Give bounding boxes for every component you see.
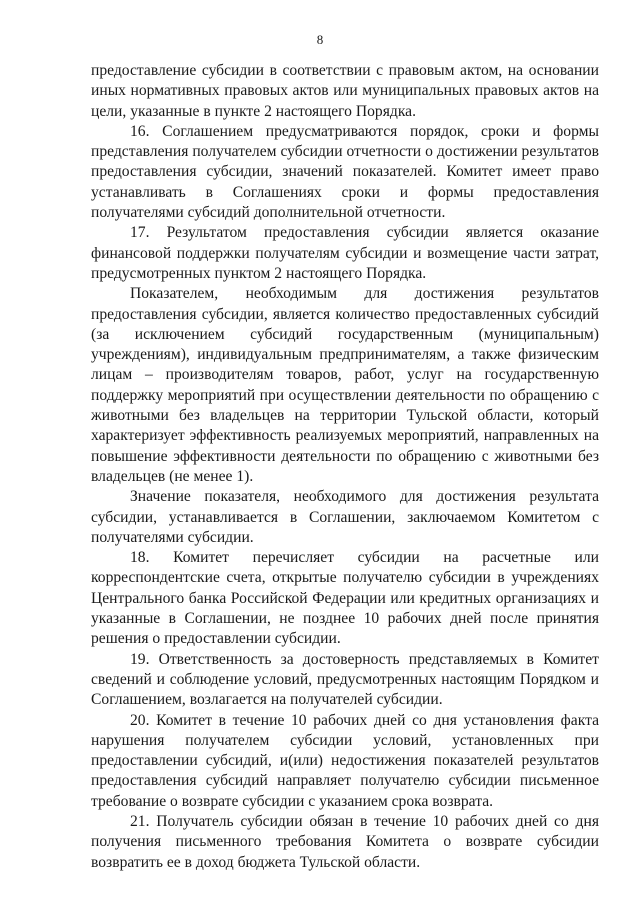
paragraph-indicator-value: Значение показателя, необходимого для достижения результата субсидии, устанавливается в Соглашении, заключаемом Комитетом с получателями субсидии. (91, 488, 599, 546)
paragraph-16: 16. Соглашением предусматриваются порядок, сроки и формы представления получателем субсидии отчетности о достижении результатов предоставления субсидии, значений показателей. Комитет имеет право устанавливать в Соглашениях сроки и формы предоставления получателями субсидий дополнительной отчетности. (91, 122, 599, 222)
paragraph-18: 18. Комитет перечисляет субсидии на расчетные или корреспондентские счета, открытые получателю субсидии в учреждениях Центрального банка Российской Федерации или кредитных организациях и указанные в Соглашении, не позднее 10 рабочих дней после принятия решения о предоставлении субсидии. (91, 549, 599, 648)
page-number: 8 (316, 32, 324, 47)
paragraph-continuation: предоставление субсидии в соответствии с правовым актом, на основании иных нормативных правовых актов или муниципальных правовых актов на цели, указанные в пункте 2 настоящего Порядка. (91, 62, 599, 120)
paragraph-indicator: Показателем, необходимым для достижения результатов предоставления субсидии, является количество предоставленных субсидий (за исключением субсидий государственным (муниципальным) учреждениям), индивидуальным предпринимателям, а также физическим лицам – производителям товаров, работ, услуг на государственную поддержку мероприятий при осуществлении деятельности по обращению с животными без владельцев на территории Тульской области, который характеризует эффективность реализуемых мероприятий, направленных на повышение эффективности деятельности по обращению с животными без владельцев (не менее 1). (91, 285, 599, 485)
paragraph-17: 17. Результатом предоставления субсидии является оказание финансовой поддержки получателям субсидии и возмещение части затрат, предусмотренных пунктом 2 настоящего Порядка. (91, 224, 599, 282)
paragraph-20: 20. Комитет в течение 10 рабочих дней со дня установления факта нарушения получателем субсидии условий, установленных при предоставлении субсидий, и(или) недостижения показателей результатов предоставления субсидий направляет получателю субсидии письменное требование о возврате субсидии с указанием срока возврата. (91, 711, 599, 810)
document-body (91, 61, 599, 873)
paragraph-21: 21. Получатель субсидии обязан в течение 10 рабочих дней со дня получения письменного требования Комитета о возврате субсидии возвратить ее в доход бюджета Тульской области. (91, 812, 599, 871)
paragraph-19: 19. Ответственность за достоверность представляемых в Комитет сведений и соблюдение условий, предусмотренных настоящим Порядком и Соглашением, возлагается на получателей субсидии. (91, 650, 599, 709)
